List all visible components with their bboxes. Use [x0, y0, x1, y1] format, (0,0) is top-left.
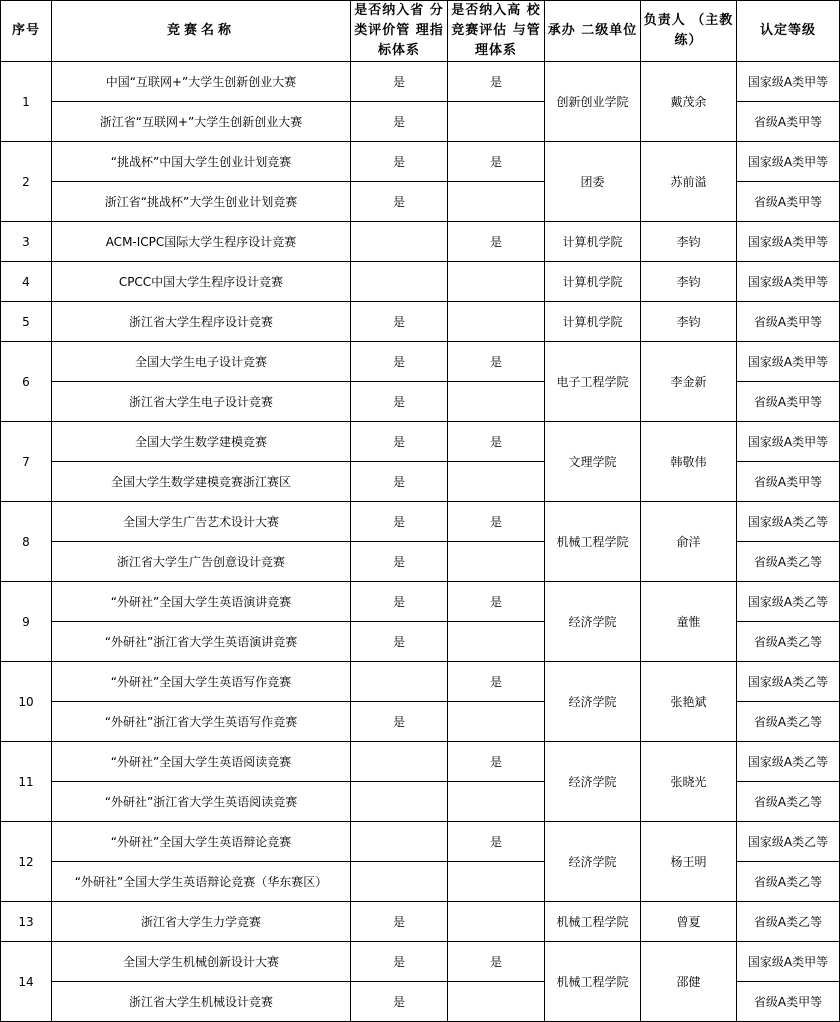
- competition-name-cell: 全国大学生数学建模竞赛浙江赛区: [52, 462, 351, 502]
- provincial-system-cell: 是: [351, 142, 448, 182]
- level-cell: 省级A类乙等: [737, 702, 840, 742]
- level-cell: 省级A类甲等: [737, 302, 840, 342]
- level-cell: 省级A类甲等: [737, 462, 840, 502]
- provincial-system-cell: [351, 782, 448, 822]
- organizer-cell: 机械工程学院: [545, 942, 641, 1022]
- level-cell: 国家级A类乙等: [737, 822, 840, 862]
- competition-name-cell: “外研社”全国大学生英语阅读竞赛: [52, 742, 351, 782]
- header-name: 竞赛名称: [52, 1, 351, 62]
- organizer-cell: 经济学院: [545, 582, 641, 662]
- leader-cell: 戴茂余: [641, 62, 737, 142]
- competition-name-cell: 浙江省大学生电子设计竞赛: [52, 382, 351, 422]
- university-system-cell: [448, 262, 545, 302]
- competition-name-cell: CPCC中国大学生程序设计竞赛: [52, 262, 351, 302]
- level-cell: 国家级A类甲等: [737, 142, 840, 182]
- seq-cell: 11: [1, 742, 52, 822]
- university-system-cell: [448, 982, 545, 1022]
- seq-cell: 6: [1, 342, 52, 422]
- leader-cell: 杨王明: [641, 822, 737, 902]
- competition-name-cell: “外研社”全国大学生英语辩论竞赛: [52, 822, 351, 862]
- level-cell: 国家级A类甲等: [737, 222, 840, 262]
- organizer-cell: 机械工程学院: [545, 902, 641, 942]
- seq-cell: 9: [1, 582, 52, 662]
- provincial-system-cell: 是: [351, 462, 448, 502]
- university-system-cell: 是: [448, 582, 545, 622]
- header-row: [1, 1, 840, 62]
- level-cell: 省级A类甲等: [737, 982, 840, 1022]
- provincial-system-cell: 是: [351, 622, 448, 662]
- level-cell: 省级A类甲等: [737, 182, 840, 222]
- organizer-cell: 机械工程学院: [545, 502, 641, 582]
- provincial-system-cell: [351, 822, 448, 862]
- university-system-cell: [448, 902, 545, 942]
- university-system-cell: 是: [448, 942, 545, 982]
- table-body: [1, 62, 840, 1022]
- university-system-cell: [448, 782, 545, 822]
- level-cell: 国家级A类甲等: [737, 62, 840, 102]
- competition-name-cell: 浙江省大学生程序设计竞赛: [52, 302, 351, 342]
- university-system-cell: [448, 862, 545, 902]
- provincial-system-cell: 是: [351, 102, 448, 142]
- level-cell: 国家级A类甲等: [737, 422, 840, 462]
- competition-name-cell: 全国大学生机械创新设计大赛: [52, 942, 351, 982]
- level-cell: 省级A类乙等: [737, 782, 840, 822]
- level-cell: 省级A类乙等: [737, 902, 840, 942]
- university-system-cell: 是: [448, 422, 545, 462]
- competition-name-cell: 浙江省大学生广告创意设计竞赛: [52, 542, 351, 582]
- organizer-cell: 电子工程学院: [545, 342, 641, 422]
- provincial-system-cell: [351, 662, 448, 702]
- provincial-system-cell: 是: [351, 542, 448, 582]
- competition-name-cell: “外研社”浙江省大学生英语演讲竞赛: [52, 622, 351, 662]
- seq-cell: 5: [1, 302, 52, 342]
- leader-cell: 韩敬伟: [641, 422, 737, 502]
- level-cell: 省级A类乙等: [737, 542, 840, 582]
- organizer-cell: 创新创业学院: [545, 62, 641, 142]
- university-system-cell: 是: [448, 822, 545, 862]
- provincial-system-cell: 是: [351, 502, 448, 542]
- competition-name-cell: 全国大学生数学建模竞赛: [52, 422, 351, 462]
- university-system-cell: [448, 462, 545, 502]
- table-row: [1, 302, 840, 342]
- organizer-cell: 计算机学院: [545, 302, 641, 342]
- provincial-system-cell: 是: [351, 902, 448, 942]
- competition-name-cell: “挑战杯”中国大学生创业计划竞赛: [52, 142, 351, 182]
- competition-name-cell: 浙江省大学生机械设计竞赛: [52, 982, 351, 1022]
- organizer-cell: 计算机学院: [545, 262, 641, 302]
- provincial-system-cell: [351, 862, 448, 902]
- seq-cell: 3: [1, 222, 52, 262]
- header-level: 认定等级: [737, 1, 840, 62]
- table-row: [1, 342, 840, 382]
- university-system-cell: [448, 102, 545, 142]
- leader-cell: 李钧: [641, 302, 737, 342]
- provincial-system-cell: [351, 262, 448, 302]
- leader-cell: 俞洋: [641, 502, 737, 582]
- university-system-cell: 是: [448, 62, 545, 102]
- organizer-cell: 经济学院: [545, 662, 641, 742]
- level-cell: 国家级A类乙等: [737, 742, 840, 782]
- table-row: [1, 502, 840, 542]
- seq-cell: 7: [1, 422, 52, 502]
- leader-cell: 张艳斌: [641, 662, 737, 742]
- seq-cell: 1: [1, 62, 52, 142]
- table-row: [1, 822, 840, 862]
- leader-cell: 李钧: [641, 262, 737, 302]
- university-system-cell: 是: [448, 662, 545, 702]
- university-system-cell: [448, 542, 545, 582]
- competition-name-cell: 全国大学生广告艺术设计大赛: [52, 502, 351, 542]
- competition-name-cell: ACM-ICPC国际大学生程序设计竞赛: [52, 222, 351, 262]
- provincial-system-cell: 是: [351, 702, 448, 742]
- table-row: [1, 662, 840, 702]
- university-system-cell: 是: [448, 502, 545, 542]
- provincial-system-cell: 是: [351, 942, 448, 982]
- table-row: [1, 902, 840, 942]
- table-header: [1, 1, 840, 62]
- organizer-cell: 经济学院: [545, 742, 641, 822]
- header-university: 是否纳入高 校竞赛评估 与管理体系: [448, 1, 545, 62]
- seq-cell: 10: [1, 662, 52, 742]
- level-cell: 国家级A类甲等: [737, 942, 840, 982]
- competition-name-cell: “外研社”全国大学生英语演讲竞赛: [52, 582, 351, 622]
- table-row: [1, 222, 840, 262]
- level-cell: 省级A类甲等: [737, 102, 840, 142]
- level-cell: 国家级A类乙等: [737, 582, 840, 622]
- header-provincial: 是否纳入省 分类评价管 理指标体系: [351, 1, 448, 62]
- provincial-system-cell: 是: [351, 422, 448, 462]
- header-leader: 负责人 （主教练）: [641, 1, 737, 62]
- university-system-cell: [448, 182, 545, 222]
- competition-name-cell: 浙江省大学生力学竞赛: [52, 902, 351, 942]
- leader-cell: 曾夏: [641, 902, 737, 942]
- university-system-cell: 是: [448, 342, 545, 382]
- level-cell: 国家级A类乙等: [737, 662, 840, 702]
- provincial-system-cell: [351, 742, 448, 782]
- table-row: [1, 62, 840, 102]
- organizer-cell: 经济学院: [545, 822, 641, 902]
- provincial-system-cell: [351, 222, 448, 262]
- provincial-system-cell: 是: [351, 342, 448, 382]
- provincial-system-cell: 是: [351, 182, 448, 222]
- table-row: [1, 262, 840, 302]
- university-system-cell: 是: [448, 142, 545, 182]
- provincial-system-cell: 是: [351, 382, 448, 422]
- university-system-cell: [448, 302, 545, 342]
- provincial-system-cell: 是: [351, 582, 448, 622]
- level-cell: 国家级A类甲等: [737, 342, 840, 382]
- competition-name-cell: “外研社”全国大学生英语写作竞赛: [52, 662, 351, 702]
- table-row: [1, 582, 840, 622]
- competition-name-cell: 全国大学生电子设计竞赛: [52, 342, 351, 382]
- leader-cell: 童惟: [641, 582, 737, 662]
- table-row: [1, 142, 840, 182]
- seq-cell: 8: [1, 502, 52, 582]
- seq-cell: 4: [1, 262, 52, 302]
- header-seq: 序号: [1, 1, 52, 62]
- table-row: [1, 422, 840, 462]
- competition-name-cell: 中国“互联网+”大学生创新创业大赛: [52, 62, 351, 102]
- competition-name-cell: 浙江省“挑战杯”大学生创业计划竞赛: [52, 182, 351, 222]
- seq-cell: 13: [1, 902, 52, 942]
- leader-cell: 李钧: [641, 222, 737, 262]
- university-system-cell: [448, 702, 545, 742]
- seq-cell: 12: [1, 822, 52, 902]
- provincial-system-cell: 是: [351, 62, 448, 102]
- level-cell: 国家级A类乙等: [737, 502, 840, 542]
- leader-cell: 苏前溢: [641, 142, 737, 222]
- provincial-system-cell: 是: [351, 982, 448, 1022]
- organizer-cell: 团委: [545, 142, 641, 222]
- seq-cell: 2: [1, 142, 52, 222]
- table-row: [1, 942, 840, 982]
- university-system-cell: 是: [448, 742, 545, 782]
- competition-name-cell: “外研社”浙江省大学生英语写作竞赛: [52, 702, 351, 742]
- leader-cell: 李金新: [641, 342, 737, 422]
- seq-cell: 14: [1, 942, 52, 1022]
- competition-name-cell: “外研社”全国大学生英语辩论竞赛（华东赛区）: [52, 862, 351, 902]
- organizer-cell: 文理学院: [545, 422, 641, 502]
- level-cell: 省级A类乙等: [737, 862, 840, 902]
- level-cell: 国家级A类甲等: [737, 262, 840, 302]
- header-org: 承办 二级单位: [545, 1, 641, 62]
- level-cell: 省级A类甲等: [737, 382, 840, 422]
- competition-name-cell: 浙江省“互联网+”大学生创新创业大赛: [52, 102, 351, 142]
- university-system-cell: [448, 622, 545, 662]
- university-system-cell: [448, 382, 545, 422]
- competition-name-cell: “外研社”浙江省大学生英语阅读竞赛: [52, 782, 351, 822]
- university-system-cell: 是: [448, 222, 545, 262]
- level-cell: 省级A类乙等: [737, 622, 840, 662]
- table-row: [1, 742, 840, 782]
- leader-cell: 邵健: [641, 942, 737, 1022]
- leader-cell: 张晓光: [641, 742, 737, 822]
- organizer-cell: 计算机学院: [545, 222, 641, 262]
- provincial-system-cell: 是: [351, 302, 448, 342]
